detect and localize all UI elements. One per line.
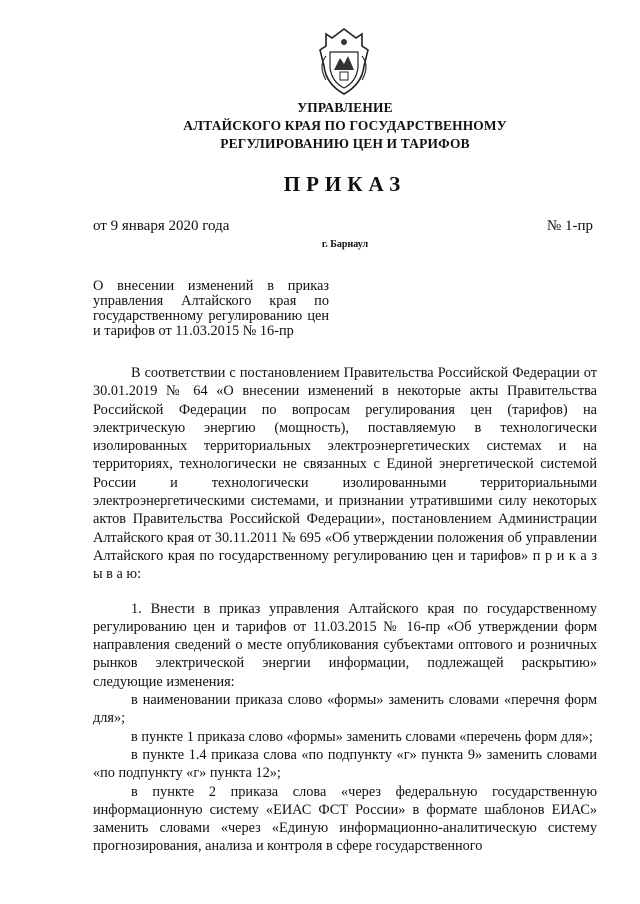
subitem-paragraph-2: в пункте 1 приказа слово «формы» заменить словами «перечень форм для»;: [131, 728, 593, 745]
order-city: г. Барнаул: [321, 239, 369, 250]
org-line-1: УПРАВЛЕНИЕ: [297, 100, 393, 115]
subitem-paragraph-1: в наименовании приказа слово «формы» заменить словами «перечня форм для»;: [93, 692, 597, 727]
item-1-paragraph: 1. Внести в приказ управления Алтайского края по государственному регулированию цен и тарифов от 11.03.2015 № 16-пр «Об утверждении форм направления сведений о месте опубликования субъектами оптового и розничных рынков электрической энергии информации, подлежащей раскрытию» следующие изменения:: [93, 600, 597, 690]
order-subject: О внесении изменений в приказ управления Алтайского края по государственному регулированию цен и тарифов от 11.03.2015 № 16-пр: [93, 278, 329, 339]
order-date: от 9 января 2020 года: [93, 218, 230, 234]
altai-krai-coat-of-arms-icon: [312, 26, 376, 98]
subitem-paragraph-4: в пункте 2 приказа слова «через федеральную государственную информационную систему «ЕИАС ФСТ России» в формате шаблонов ЕИАС» заменить словами «через «Единую информационно-аналитическую систему прогнозирования, анализа и контроля в сфере государственного: [93, 783, 597, 855]
organization-name: [0, 99, 640, 153]
subitem-paragraph-3: в пункте 1.4 приказа слова «по подпункту «г» пункта 9» заменить словами «по подпункту «г» пункта 12»;: [93, 746, 597, 782]
order-number: № 1-пр: [546, 218, 593, 234]
preamble-paragraph: В соответствии с постановлением Правительства Российской Федерации от 30.01.2019 № 64 «О внесении изменений в некоторые акты Правительства Российской Федерации по вопросам регулирования цен (тарифов) на электрическую энергию (мощность), поставляемую в технологически изолированных территориальных электроэнергетических системах и на территориях, технологически не связанных с Единой энергетической системой России и технологически изолированными территориальными электроэнергетическими системами, и признании утратившими силу некоторых актов Правительства Российской Федерации», постановлением Администрации Алтайского края от 30.11.2011 № 695 «Об утверждении положения об управлении Алтайского края по государственному регулированию цен и тарифов» п р и к а з ы в а ю:: [93, 365, 597, 583]
org-line-2: АЛТАЙСКОГО КРАЯ ПО ГОСУДАРСТВЕННОМУ: [183, 118, 507, 133]
org-line-3: РЕГУЛИРОВАНИЮ ЦЕН И ТАРИФОВ: [220, 136, 470, 151]
order-body: [93, 364, 597, 856]
document-type-title: ПРИКАЗ: [283, 172, 407, 196]
